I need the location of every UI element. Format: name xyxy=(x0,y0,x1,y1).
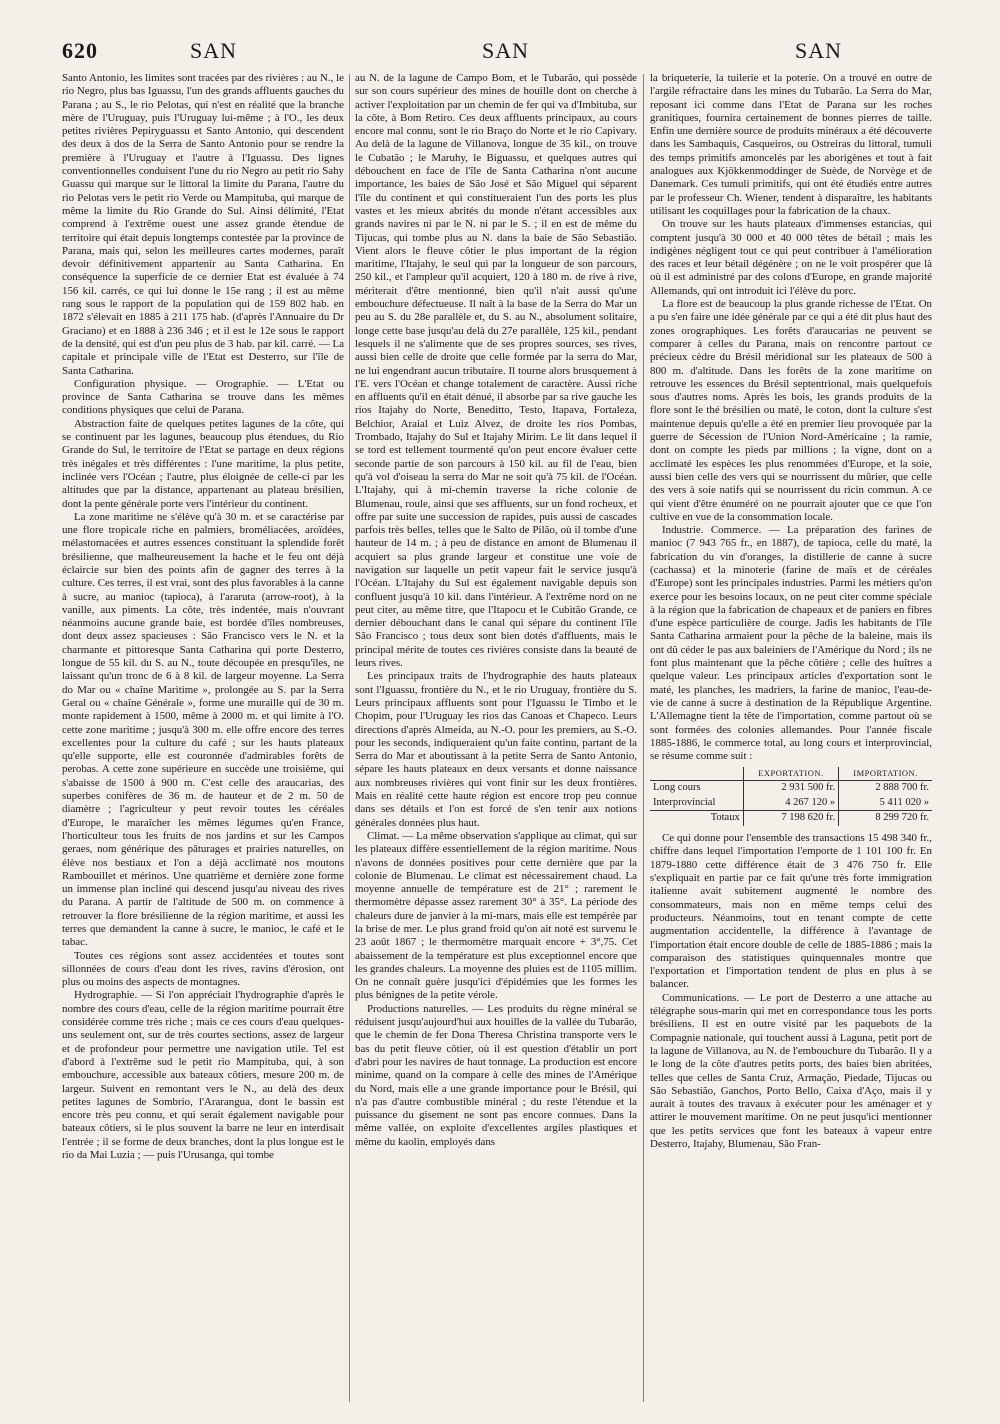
trade-table xyxy=(650,767,932,826)
table-row xyxy=(650,780,932,795)
text-column-2 xyxy=(355,72,637,1402)
paragraph: Climat. — La même observation s'applique au climat, qui sur les plateaux diffère essentiellement de la région maritime. Nous n'avons de données positives pour cette dernière que par la colonie de Blumenau. Le climat est nécessairement chaud. La moyenne annuelle de température est de 21° ; rarement le thermomètre dépasse assez rarement 30° à 35°. La période des chaleurs dure de janvier à la mi-mars, mais elle est tempérée par la brise de mer. Le plus grand froid qu'on ait noté est survenu le 23 août 1867 ; le thermomètre marquait encore + 3°,75. Cet abaissement de la température est plus exceptionnel encore que les grandes chaleurs. La moyenne des pluies est de 1105 millim. On ne connaît guère jusqu'ici d'épidémies que les formes les plus bénignes de la petite vérole. xyxy=(355,829,637,1002)
page-number: 620 xyxy=(62,38,98,63)
paragraph: Hydrographie. — Si l'on appréciait l'hydrographie d'après le nombre des cours d'eau, celle de la région maritime pourrait être considérée comme très riche ; mais ce ces cours d'eau quelques-uns seulement ont, sur de très courtes sections, assez de largeur et de profondeur pour permettre une navigation utile. Tel est d'abord à l'extrême sud le petit rio Mampituba, qui, à son embouchure, accessible aux bateaux côtiers, mesure 200 m. de largeur. Suivent en remontant vers le N., au delà des deux petites lagunes de Sombrio, l'Ararangua, dont le bassin est encore très peu connu, et qui serait également navigable pour bateaux côtiers, si le plus souvent la barre ne leur en interdisait l'entrée ; il se forme de deux branches, dont la plus longue est le rio da Mai Luzia ; — puis l'Urusanga, qui tombe xyxy=(62,989,344,1162)
table-header-cell: EXPORTATION. xyxy=(743,767,838,780)
paragraph: au N. de la lagune de Campo Bom, et le Tubarão, qui possède sur son cours supérieur des mines de houille dont on cherche à activer l'exploitation par un chemin de fer qui va d'Imbituba, sur la côte, à Bom Retiro. Ces deux affluents principaux, au cours encore mal connu, sont le rio Braço do Norte et le rio Capivary. Au delà de la lagune de Villanova, longue de 35 kil., on trouve le Cubatão ; le Maruhy, le Biguassu, et quelques autres qui débouchent en face de l'île de Santa Catharina n'ont aucune importance, les baies de São José et São Miguel qui séparent l'île du continent et qui constitueraient l'un des ports les plus vastes et les mieux abrités du monde n'étant accessibles aux grands navires ni par le N. ni par le S. ; il en est de même du Tijucas, qui tombe plus au N. dans la baie de São Sebastião. Vient alors le fleuve côtier le plus important de la région maritime, l'Itajahy, le seul qui par la longueur de son parcours, 250 kil., et l'ampleur qu'il acquiert, 120 à 180 m. de rive à rive, mériterait d'être mentionné, bien qu'il n'ait aussi qu'une embouchure défectueuse. Il naît à la base de la Serra do Mar un peu au S. du 28e parallèle et, du S. au N., absolument solitaire, longe cette base jusqu'au delà du 27e parallèle, 125 kil., pendant lesquels il ne s'alimente que de ses propres sources, ses rives, aussi bien celle de droite que celle formée par la serra do Mar, ne lui engendrant aucun tributaire. Il tourne alors brusquement à l'E. vers l'Océan et change totalement de caractère. Aussi riche en affluents qu'il en était dénué, il absorbe par sa rive gauche les rios Itajahy do Norte, Beneditto, Testo, Itapava, Fortaleza, Belchior, Araial et Luiz Alvez, de droite les rios Pombas, Trombado, Itajahy do Sul et Itajahy Mirim. Le lit dans lequel il se tord est tellement tourmenté qu'on peut encore évaluer cette seconde partie de son parcours à 150 kil. au fil de l'eau, bien qu'à vol d'oiseau la serra do Mar ne soit qu'à 75 kil. de l'Océan. L'Itajahy, qui à mi-chemin traverse la riche colonie de Blumenau, roule, ainsi que ses affluents, sur un fond rocheux, et offre par suite une succession de rapides, puis aussi de cascades parfois très belles, telles que le Salto de Pilão, où il tombe d'une hauteur de 14 m. ; à peu de distance en amont de Blumenau il acquiert sa plus grande largeur et constitue une voie de navigation sur laquelle un petit vapeur fait le service jusqu'à l'Océan. L'Itajahy du Sul est également navigable depuis son confluent jusqu'à 10 kil. dans l'intérieur. A l'extrême nord on ne peut citer, au même titre, que l'Itapocu et le Cubitão Grande, ce dernier débouchant dans le canal qui sépare du continent l'île São Francisco ; tous deux sont bien dotés d'affluents, mais le principal mérite de toutes ces rivières consiste dans la beauté de leurs rives. xyxy=(355,72,637,670)
table-cell: Interprovincial xyxy=(653,796,716,808)
running-head-left: SAN xyxy=(190,38,238,63)
paragraph: On trouve sur les hauts plateaux d'immenses estancias, qui comptent jusqu'à 30 000 et 40 000 têtes de bétail ; mais les indigènes négligent tout ce qui peut contribuer à l'amélioration des races et leur bétail dégénère ; on ne le voit prospérer que là où il est administré par des colons d'Europe, en grande majorité Allemands, qui ont introduit ici l'élève du porc. xyxy=(650,218,932,297)
paragraph: Les principaux traits de l'hydrographie des hauts plateaux sont l'Iguassu, frontière du N., et le rio Uruguay, frontière du S. Leurs principaux affluents sont pour l'Iguassu le Timbo et le Chopim, pour l'Uruguay les rios das Canoas et Chapeco. Leurs directions d'après Almeida, au N.-O. pour les premiers, au S.-O. pour les seconds, indiqueraient qu'un faite continu, partant de la Serra do Mar et aboutissant à la petite Serra de Santo Antonio, sépare les hauts plateaux en deux versants et donne naissance aux nombreuses rivières qui vont finir sur les deux frontières. Mais en réalité cette haute région est encore trop peu connue dans ses détails et l'on est forcé de s'en tenir aux notions générales données plus haut. xyxy=(355,670,637,829)
table-row xyxy=(650,796,932,811)
running-head-right: SAN xyxy=(795,38,843,63)
table-cell: 2 888 700 fr. xyxy=(839,780,932,795)
table-header-cell xyxy=(650,767,743,780)
text-column-1 xyxy=(62,72,344,1402)
table-cell: 7 198 620 fr. xyxy=(743,811,838,826)
table-cell: 4 267 120 » xyxy=(743,796,838,811)
paragraph: Configuration physique. — Orographie. — L'Etat ou province de Santa Catharina se trouve dans les mêmes conditions physiques que celui de Parana. xyxy=(62,377,344,417)
paragraph: Toutes ces régions sont assez accidentées et toutes sont sillonnées de cours d'eau dont les rives, ravins d'érosion, ont plus ou moins des aspects de montagnes. xyxy=(62,949,344,989)
running-head-center: SAN xyxy=(482,38,530,63)
paragraph: la briqueterie, la tuilerie et la poterie. On a trouvé en outre de l'argile réfractaire dans les mines du Tubarão. La Serra do Mar, reposant ici comme dans l'Etat de Parana sur les roches granitiques, fournira certainement de bonnes pierres de taille. Enfin une dernière source de produits minéraux a été découverte dans les Sambaquis, Casqueiros, ou Ostreiras du littoral, tumuli des temps primitifs amoncelés par les aborigènes et tout à fait analogues aux Kjökkenmoddinger de Suède, de Norvège et de Danemark. Ces tumuli primitifs, qui ont été étudiés entre autres par le professeur Ch. Wiener, tendent à disparaître, les habitants utilisant les coquillages pour la fabrication de la chaux. xyxy=(650,72,932,217)
paragraph: La flore est de beaucoup la plus grande richesse de l'Etat. On a pu s'en faire une idée générale par ce qui a été dit plus haut des zones orographiques. Les forêts d'araucarias ne peuvent se comparer à celles du Parana, mais on rencontre partout ce précieux cèdre du Brésil méridional sur les plateaux de 500 à 800 m. d'altitude. Dans les forêts de la zone maritime on retrouve les essences du Brésil septentrional, mais quelquefois sous d'autres noms. Après les bois, les grands produits de la flore sont le thé brésilien ou maté, le coton, dont la culture s'est maintenue depuis qu'elle a été en premier lieu provoquée par la guerre de Sécession de l'Union Nord-Américaine ; la ramie, dont on compte les pieds par millions ; la vigne, dont on a acclimaté les espèces les plus renommées d'Europe, et la soie, aussi bien celle des vers qui se nourrissent du mûrier, que celle des vers à soie natifs qui se nourrissent du ricin commun. A ce qui vient d'être énuméré on ne pourrait ajouter que ce que l'on cultive en vue de la consommation locale. xyxy=(650,298,932,523)
table-cell: Totaux xyxy=(650,811,743,826)
table-cell: 2 931 500 fr. xyxy=(743,780,838,795)
paragraph: Productions naturelles. — Les produits du règne minéral se réduisent jusqu'aujourd'hui aux houilles de la vallée du Tubarão, que le chemin de fer Dona Theresa Christina transporte vers le bas du petit fleuve côtier, où il est question d'établir un port d'abri pour les navires de haut tonnage. La production est encore minime, quand on la compare à celle des mines de l'Amérique du Nord, mais elle a une grande importance pour le Brésil, qui n'a pas d'autre combustible minéral ; du reste l'étendue et la puissance du gisement ne sont pas encore connues. Dans la même vallée, on exploite d'excellentes argiles plastiques et même du kaolin, employés dans xyxy=(355,1002,637,1148)
paragraph: Industrie. Commerce. — La préparation des farines de manioc (7 943 765 fr., en 1887), de tapioca, celle du maté, la fabrication du vin d'oranges, la distillerie de canne à sucre (cachassa) et la minoterie (farine de maïs et de céréales d'Europe) sont les principales industries. Parmi les métiers qu'on exerce pour les besoins locaux, on ne peut citer comme spéciale à la région que la fabrication de chapeaux et de paniers en fibres d'une espèce particulière de courge. Jadis les habitants de l'île Santa Catharina armaient pour la pêche de la baleine, mais ils ont dû céder le pas aux baleiniers de l'Amérique du Nord ; ils ne font plus maintenant que la pêche côtière ; celle des huîtres a quelque valeur. Les principaux articles d'exportation sont le maté, les planches, les madriers, la farine de manioc, l'eau-de-vie de canne à sucre à destination de la République Argentine. L'Allemagne tient la tête de l'importation, comme partout où se sont formées des colonies allemandes. Pour l'année fiscale 1885-1886, le commerce total, au long cours et interprovincial, se résume comme suit : xyxy=(650,524,932,763)
table-cell: 5 411 020 » xyxy=(839,796,932,811)
trade-table-header xyxy=(650,767,932,780)
table-cell: Long cours xyxy=(653,781,701,793)
text-column-3 xyxy=(650,72,932,1402)
column-rule-right xyxy=(643,74,644,1402)
table-total-row xyxy=(650,811,932,826)
paragraph: Santo Antonio, les limites sont tracées par des rivières : au N., le rio Negro, plus bas Iguassu, l'un des grands affluents gauches du Parana ; au S., le rio Pelotas, qui n'est en réalité que la branche mère de l'Uruguay, puis l'Uruguay lui-même ; à l'O., les deux petites rivières Pepiryguassu et Santo Antonio, qui descendent des deux à dos de la Serra de Santo Antonio pour se rendre la première à l'Uruguay et l'autre à l'Iguassu. Des lignes conventionnelles conduisent l'une du rio Negro au petit rio Sahy Guassu qui marque sur le littoral la limite du Parana, l'autre du rio Pelotas vers le petit rio Verde ou Mampituba, qui marque de même la limite du Rio Grande do Sul. Ainsi délimité, l'Etat comprend à l'extrême ouest une assez grande étendue de territoire qui était depuis longtemps contestée par la province de Parana, mais qui, selon les meilleures cartes modernes, paraît devoir définitivement appartenir au Santa Catharina. En conséquence la superficie de ce dernier Etat est évaluée à 74 156 kil. carrés, ce qui lui donne le 15e rang ; il est au même rang sous le rapport de la population qui de 159 802 hab. en 1872 s'élevait en 1885 à 211 175 hab. (d'après l'Annuaire du Dr Graciano) et en 1888 à 236 346 ; et il est le 12e sous le rapport de la densité, qui est d'un peu plus de 3 hab. par kil. carré. — La capitale et principale ville de l'Etat est Desterro, sur l'île de Santa Catharina. xyxy=(62,72,344,377)
table-header-cell: IMPORTATION. xyxy=(839,767,932,780)
paragraph: Ce qui donne pour l'ensemble des transactions 15 498 340 fr., chiffre dans lequel l'importation l'emporte de 1 101 100 fr. En 1879-1880 cette différence était de 3 476 750 fr. Elle s'expliquait en partie par ce fait qu'une très forte immigration italienne avait subitement augmenté le nombre des consommateurs, mais non en même temps celui des producteurs. Néanmoins, tout en tenant compte de cette augmentation accidentelle, la différence à l'avantage de l'importation était encore double de celle de 1885-1886 ; mais la comparaison des statistiques quinquennales montre que l'exportation et l'importation tendent de plus en plus à se balancer. xyxy=(650,832,932,991)
paragraph: Communications. — Le port de Desterro a une attache au télégraphe sous-marin qui met en correspondance tous les ports brésiliens. Il est en outre visité par les paquebots de la Compagnie nationale, qui touchent aussi à Laguna, petit port de la lagune de Villanova, au N. de l'embouchure du Tubarão. Il y a le long de la côte d'autres petits ports, des baies bien abritées, telles que celles de Santa Cruz, Armação, Piedade, Tijucas ou São Sebastião, Ganchos, Porto Bello, Caixa d'Aço, mais il y aurait à toutes des travaux à exécuter pour les aménager et y attirer le mouvement maritime. On ne peut jusqu'ici mentionner que les petits services que font les bateaux à vapeur entre Desterro, Itajahy, Blumenau, São Fran- xyxy=(650,991,932,1151)
paragraph: La zone maritime ne s'élève qu'à 30 m. et se caractérise par une flore tropicale riche en palmiers, broméliacées, aroïdées, mélastomacées et autres essences constituant la splendide forêt brésilienne, que malheureusement la hache et le feu ont déjà éclaircie sur bien des points afin de gagner des terres à la culture. Ces terres, il est vrai, sont des plus favorables à la canne à sucre, au manioc (tapioca), à l'araruta (arrow-root), à la vanille, aux piments. La côte, très indentée, mais n'ouvrant néanmoins aucune grande baie, est bordée d'îles nombreuses, dont deux assez spacieuses : São Francisco vers le N. et la charmante et pittoresque Santa Catharina qui porte Desterro, longue de 55 kil. du S. au N., toute découpée en presqu'îles, ne laissant qu'un tronc de 6 à 8 kil. de largeur moyenne. La Serra do Mar ou « chaîne Maritime », prolongée au S. par la Serra Geral ou « chaîne Générale », forme une muraille qui de 30 m. monte rapidement à 1500, même à 2000 m. et qui limite à l'O. cette zone maritime ; jusqu'à 300 m. elle offre encore des terres excellentes pour la culture du café ; sur les hauts plateaux qu'elle supporte, elle est couronnée d'admirables forêts de perobas. A cette zone supérieure en succède une troisième, qui s'abaisse de 1500 à 900 m. C'est celle des araucarias, des superbes conifères de 36 m. de hauteur et de 2 m. 50 de diamètre ; l'agriculteur y peut revoir toutes les céréales d'Europe, le maraîcher les mêmes légumes qu'en France, l'horticulteur tous les fruits de nos jardins et sur les Campos geraes, nom générique des pâturages et prairies naturelles, on élève nos bestiaux et l'on a déjà acclimaté nos moutons Rambouillet et mérinos. Une quatrième et dernière zone forme un immense plan incliné qui descend jusqu'au niveau des rives du Parana. A partir de l'altitude de 500 m. on commence à retrouver la flore brésilienne de la région maritime, et aussi les terres que demandent la canne à sucre, le manioc, le café et le tabac. xyxy=(62,510,344,949)
paragraph: Abstraction faite de quelques petites lagunes de la côte, qui se continuent par les lagunes, beaucoup plus étendues, du Rio Grande do Sul, le territoire de l'Etat se partage en deux régions très inégales et très différentes : l'une maritime, la plus petite, inclinée vers l'Océan ; l'autre, plus éloignée de celle-ci par les altitudes que par la distance, appartenant au plateau brésilien, dont la pente générale porte vers l'intérieur du continent. xyxy=(62,417,344,510)
column-rule-left xyxy=(349,74,350,1402)
table-cell: 8 299 720 fr. xyxy=(839,811,932,826)
